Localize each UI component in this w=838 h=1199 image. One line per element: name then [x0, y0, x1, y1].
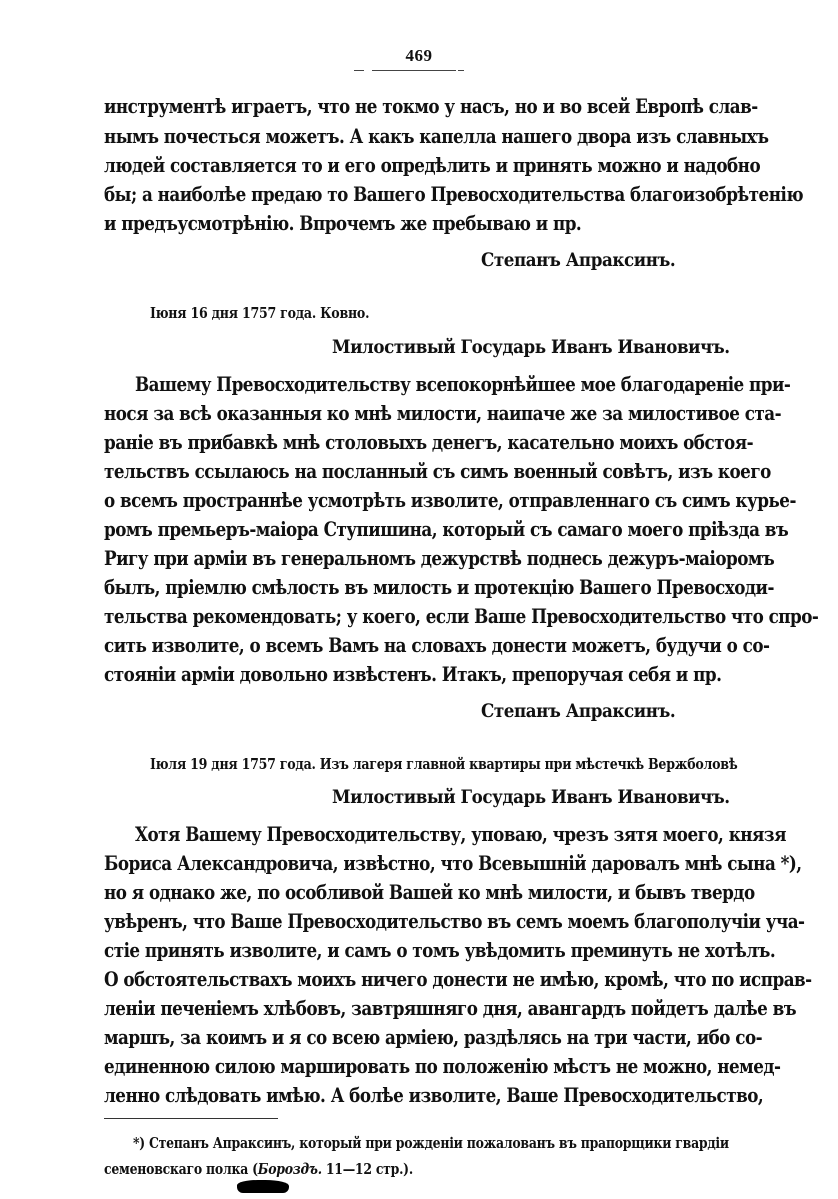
text-line: ромъ премьеръ-маіора Ступишина, который съ самаго моего прiѣзда въ	[104, 518, 789, 541]
text-line: но я однако же, по особливой Вашей ко мнѣ милости, и бывъ твердо	[104, 881, 755, 904]
page-number-rule	[372, 70, 456, 71]
text-line: леніи печеніемъ хлѣбовъ, завтряшняго дня, авангардъ пойдетъ далѣе въ	[104, 997, 797, 1020]
text-line: единенною силою маршировать по положенію мѣстъ не можно, немед-	[104, 1055, 781, 1078]
text-line: нымъ почесться можетъ. А какъ капелла нашего двора изъ славныхъ	[104, 125, 769, 148]
letter-dateline: Іюня 16 дня 1757 года. Ковно.	[150, 304, 370, 322]
letter-salutation: Милостивый Государь Иванъ Ивановичъ.	[332, 786, 730, 808]
text-line: Бориса Александровича, извѣстно, что Всевышній даровалъ мнѣ сына *),	[104, 852, 802, 875]
text-line: о всемъ пространнѣе усмотрѣть изволите, отправленнаго съ симъ курье-	[104, 489, 796, 512]
signature: Степанъ Апраксинъ.	[481, 249, 676, 271]
text-line: тельствъ ссылаюсь на посланный съ симъ военный совѣтъ, изъ коего	[104, 460, 771, 483]
page-number-rule-right-tick	[458, 70, 464, 71]
text-line: раніе въ прибавкѣ мнѣ столовыхъ денегъ, касательно моихъ обстоя-	[104, 431, 754, 454]
page-number: 469	[405, 46, 433, 65]
text-line: увѣренъ, что Ваше Превосходительство въ семъ моемъ благополучіи уча-	[104, 910, 805, 933]
signature: Степанъ Апраксинъ.	[481, 700, 676, 722]
footnote-text: 11—12 стр.).	[321, 1161, 413, 1178]
footnote-text: семеновскаго полка (	[104, 1161, 258, 1178]
footnote-rule	[104, 1118, 278, 1119]
footnote-citation: Бороздъ.	[257, 1161, 322, 1178]
text-line: Ригу при арміи въ генеральномъ дежурствѣ поднесь дежуръ-маіоромъ	[104, 547, 775, 570]
footnote-line: *) Степанъ Апраксинъ, который при рожденіи пожалованъ въ прапорщики гвардіи	[133, 1135, 729, 1152]
text-line: нося за всѣ оказанныя ко мнѣ милости, наипаче же за милостивое ста-	[104, 402, 782, 425]
footnote-line	[104, 1161, 723, 1178]
text-line: Вашему Превосходительству всепокорнѣйшее мое благодареніе при-	[135, 373, 791, 396]
text-line: инструментѣ играетъ, что не токмо у насъ, но и во всей Европѣ слав-	[104, 95, 758, 118]
text-line: бы; а наиболѣе предаю то Вашего Превосходительства благоизобрѣтенію	[104, 183, 804, 206]
text-line: Хотя Вашему Превосходительству, уповаю, чрезъ зятя моего, князя	[135, 823, 786, 846]
text-line: былъ, пріемлю смѣлость въ милость и протекцію Вашего Превосходи-	[104, 576, 774, 599]
text-line: О обстоятельствахъ моихъ ничего донести не имѣю, кромѣ, что по исправ-	[104, 968, 812, 991]
text-line: сить изволите, о всемъ Вамъ на словахъ донести можетъ, будучи о со-	[104, 634, 770, 657]
text-line: тельства рекомендовать; у коего, если Ваше Превосходительство что спро-	[104, 605, 819, 628]
text-line: маршъ, за коимъ и я со всею арміею, раздѣлясь на три части, ибо со-	[104, 1026, 763, 1049]
ink-blot	[237, 1180, 289, 1193]
text-line: ленно слѣдовать имѣю. А болѣе изволите, Ваше Превосходительство,	[104, 1084, 764, 1107]
letter-dateline: Іюля 19 дня 1757 года. Изъ лагеря главной квартиры при мѣстечкѣ Вержболовѣ	[150, 755, 738, 773]
text-line: и предъусмотрѣнію. Впрочемъ же пребываю и пр.	[104, 212, 582, 235]
page-number-rule-left-tick	[354, 70, 364, 71]
letter-salutation: Милостивый Государь Иванъ Ивановичъ.	[332, 336, 730, 358]
text-line: стіе принять изволите, и самъ о томъ увѣдомить преминуть не хотѣлъ.	[104, 939, 776, 962]
text-line: стояніи арміи довольно извѣстенъ. Итакъ, препоручая себя и пр.	[104, 663, 722, 686]
text-line: людей составляется то и его опредѣлить и принять можно и надобно	[104, 154, 761, 177]
